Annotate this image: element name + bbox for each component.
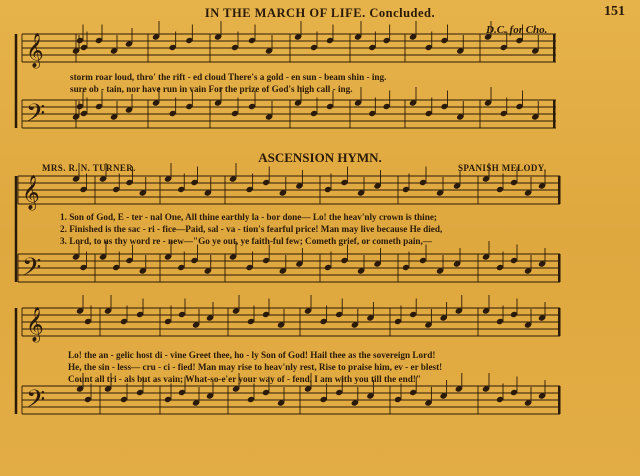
- final-barline: [553, 34, 556, 62]
- final-barline: [558, 386, 561, 414]
- hymn-author: MRS. R. N. TURNER.: [42, 163, 136, 173]
- page-header-title: IN THE MARCH OF LIFE. Concluded.: [204, 6, 436, 20]
- clef-icon: 𝄢: [22, 253, 42, 288]
- lyric-line: 3. Lord, to us thy word re - new—"Go ye out, ye faith-ful few; Cometh grief, or cometh pain,—: [60, 236, 432, 246]
- clef-icon: 𝄞: [22, 175, 40, 210]
- clef-icon: 𝄢: [26, 385, 46, 420]
- page-number: 151: [604, 4, 625, 19]
- final-barline: [558, 254, 561, 282]
- lyric-line: He, the sin - less— cru - ci - fied! Man may rise to heav'nly rest, Rise to praise him, ev - er blest!: [68, 362, 443, 372]
- clef-icon: 𝄞: [26, 307, 44, 342]
- lyric-line: storm roar loud, thro' the rift - ed cloud There's a gold - en sun - beam shin - ing.: [70, 72, 387, 82]
- lyric-line: Count all tri - als but as vain; What-so-e'er your way of - fend, I am with you till the end!": [68, 374, 421, 384]
- final-barline: [558, 176, 561, 204]
- lyric-line: Lo! the an - gelic host di - vine Greet thee, ho - ly Son of God! Hail thee as the sovereign Lord!: [68, 350, 436, 360]
- final-barline: [553, 100, 556, 128]
- lyric-line: 1. Son of God, E - ter - nal One, All thine earthly la - bor done— Lo! the heav'nly crown is thine;: [60, 212, 437, 222]
- lyric-line: 2. Finished is the sac - ri - fice—Paid, sal - va - tion's fearful price! Man may live because He died,: [60, 224, 443, 234]
- clef-icon: 𝄞: [26, 33, 44, 68]
- hymn-title: ASCENSION HYMN.: [258, 150, 382, 165]
- dc-marking: D.C. for Cho.: [486, 24, 548, 36]
- final-barline: [558, 308, 561, 336]
- hymn-tune: SPANISH MELODY.: [458, 163, 547, 173]
- lyric-line: sure ob - tain, nor have run in vain For the prize of God's high call - ing.: [70, 84, 353, 94]
- clef-icon: 𝄢: [26, 99, 46, 134]
